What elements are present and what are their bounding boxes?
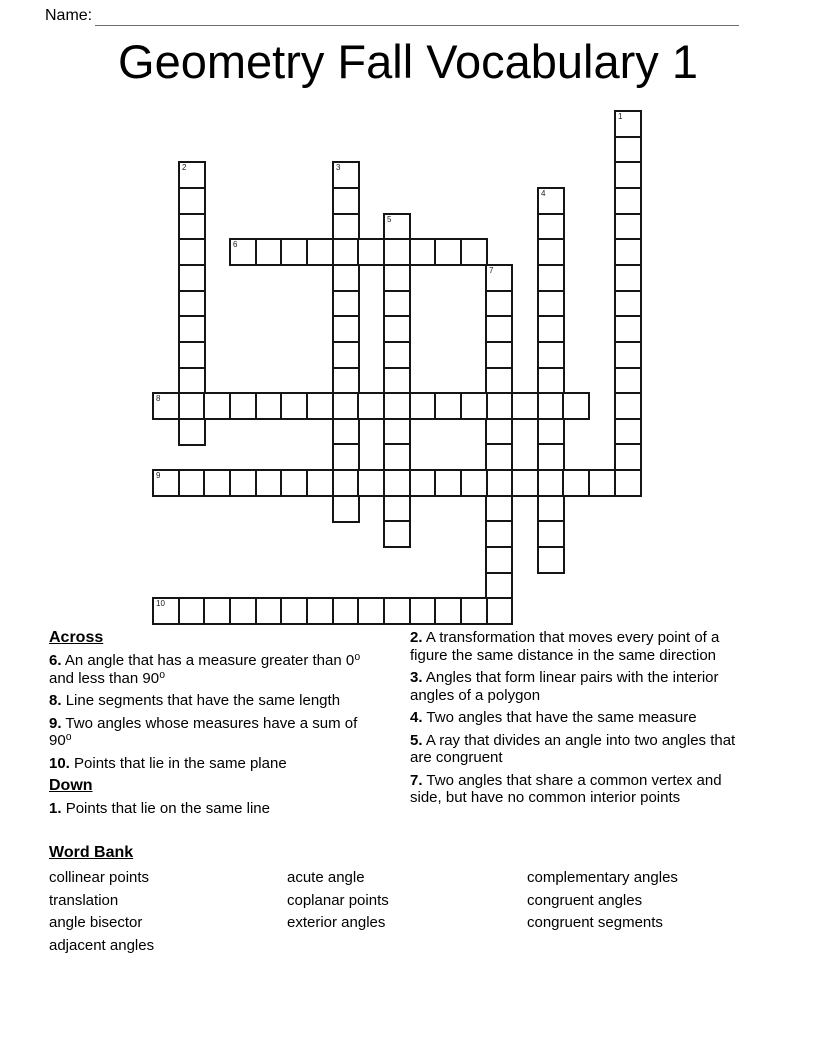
grid-cell[interactable] xyxy=(178,238,206,266)
grid-cell[interactable] xyxy=(485,572,513,600)
grid-cell[interactable] xyxy=(383,213,411,241)
grid-cell[interactable] xyxy=(537,187,565,215)
clue-number: 2. xyxy=(410,629,423,646)
down-heading: Down xyxy=(49,777,93,794)
grid-cell[interactable] xyxy=(255,392,283,420)
grid-cell[interactable] xyxy=(537,546,565,574)
grid-cell[interactable] xyxy=(383,418,411,446)
grid-cell[interactable] xyxy=(485,469,513,497)
grid-cell[interactable] xyxy=(383,238,411,266)
clue-number: 9. xyxy=(49,714,62,732)
grid-cell[interactable] xyxy=(485,315,513,343)
grid-cell[interactable] xyxy=(280,392,308,420)
grid-cell[interactable] xyxy=(537,290,565,318)
grid-cell[interactable] xyxy=(614,136,642,164)
grid-cell[interactable] xyxy=(383,520,411,548)
grid-cell[interactable] xyxy=(357,238,385,266)
grid-cell[interactable] xyxy=(434,392,462,420)
name-row xyxy=(45,5,745,26)
grid-cell[interactable] xyxy=(280,469,308,497)
grid-cell[interactable] xyxy=(614,264,642,292)
grid-cell[interactable] xyxy=(332,187,360,215)
grid-cell[interactable] xyxy=(229,238,257,266)
word-bank-item: collinear points xyxy=(49,869,150,886)
clue-down-4 xyxy=(410,709,748,727)
grid-cell[interactable] xyxy=(332,290,360,318)
grid-cell[interactable] xyxy=(511,469,539,497)
grid-cell[interactable] xyxy=(614,341,642,369)
grid-cell[interactable] xyxy=(203,597,231,625)
grid-cell[interactable] xyxy=(485,290,513,318)
grid-cell[interactable] xyxy=(357,392,385,420)
grid-cell[interactable] xyxy=(614,418,642,446)
clue-number: 6. xyxy=(49,652,62,669)
grid-cell[interactable] xyxy=(409,392,437,420)
grid-cell[interactable] xyxy=(332,443,360,471)
grid-cell[interactable] xyxy=(178,341,206,369)
grid-cell[interactable] xyxy=(332,264,360,292)
grid-cell[interactable] xyxy=(255,597,283,625)
grid-cell-number: 7 xyxy=(489,266,494,275)
grid-cell[interactable] xyxy=(485,392,513,420)
word-bank-item: congruent segments xyxy=(527,914,663,932)
grid-cell[interactable] xyxy=(409,238,437,266)
grid-cell[interactable] xyxy=(460,469,488,497)
clue-text: Two angles that share a common vertex and side, but have no common interior points xyxy=(410,771,722,806)
grid-cell[interactable] xyxy=(562,469,590,497)
grid-cell[interactable] xyxy=(485,367,513,395)
clue-number: 3. xyxy=(410,669,423,686)
grid-cell[interactable] xyxy=(152,392,180,420)
grid-cell[interactable] xyxy=(178,418,206,446)
grid-cell[interactable] xyxy=(255,469,283,497)
grid-cell[interactable] xyxy=(229,469,257,497)
clue-number: 8. xyxy=(49,692,62,709)
grid-cell[interactable] xyxy=(306,469,334,497)
grid-cell[interactable] xyxy=(332,392,360,420)
grid-cell[interactable] xyxy=(409,597,437,625)
clue-text: Points that lie in the same plane xyxy=(74,754,287,772)
grid-cell[interactable] xyxy=(434,238,462,266)
grid-cell[interactable] xyxy=(332,469,360,497)
word-bank-column-3 xyxy=(527,867,678,958)
clue-down-5 xyxy=(410,732,748,767)
word-bank-column-1 xyxy=(49,867,287,958)
grid-cell[interactable] xyxy=(255,238,283,266)
grid-cell[interactable] xyxy=(614,392,642,420)
grid-cell[interactable] xyxy=(383,264,411,292)
word-bank-columns xyxy=(49,867,779,958)
grid-cell[interactable] xyxy=(537,392,565,420)
grid-cell[interactable] xyxy=(383,341,411,369)
grid-cell[interactable] xyxy=(537,443,565,471)
grid-cell-number: 2 xyxy=(182,163,187,172)
grid-cell-number: 3 xyxy=(336,163,341,172)
grid-cell[interactable] xyxy=(178,264,206,292)
grid-cell[interactable] xyxy=(178,290,206,318)
grid-cell[interactable] xyxy=(383,495,411,523)
grid-cell[interactable] xyxy=(152,469,180,497)
grid-cell[interactable] xyxy=(460,392,488,420)
grid-cell[interactable] xyxy=(485,264,513,292)
grid-cell[interactable] xyxy=(203,469,231,497)
grid-cell[interactable] xyxy=(178,161,206,189)
grid-cell[interactable] xyxy=(178,597,206,625)
name-label: Name: xyxy=(45,7,93,24)
grid-cell[interactable] xyxy=(178,469,206,497)
grid-cell[interactable] xyxy=(434,469,462,497)
grid-cell[interactable] xyxy=(178,392,206,420)
grid-cell[interactable] xyxy=(383,315,411,343)
grid-cell[interactable] xyxy=(511,392,539,420)
grid-cell[interactable] xyxy=(306,392,334,420)
grid-cell[interactable] xyxy=(588,469,616,497)
grid-cell[interactable] xyxy=(357,469,385,497)
grid-cell[interactable] xyxy=(332,341,360,369)
grid-cell[interactable] xyxy=(332,597,360,625)
grid-cell[interactable] xyxy=(614,315,642,343)
word-bank-item: congruent angles xyxy=(527,891,643,909)
clue-across-9 xyxy=(49,715,366,750)
grid-cell[interactable] xyxy=(383,597,411,625)
grid-cell[interactable] xyxy=(485,597,513,625)
grid-cell[interactable] xyxy=(485,418,513,446)
grid-cell[interactable] xyxy=(485,341,513,369)
grid-cell[interactable] xyxy=(332,495,360,523)
grid-cell[interactable] xyxy=(537,264,565,292)
word-bank-section xyxy=(49,844,779,958)
across-heading: Across xyxy=(49,629,104,646)
grid-cell[interactable] xyxy=(485,520,513,548)
grid-cell-number: 5 xyxy=(387,215,392,224)
grid-cell[interactable] xyxy=(178,187,206,215)
clue-across-6 xyxy=(49,652,366,687)
grid-cell[interactable] xyxy=(614,290,642,318)
grid-cell[interactable] xyxy=(460,597,488,625)
grid-cell[interactable] xyxy=(614,187,642,215)
grid-cell[interactable] xyxy=(332,367,360,395)
grid-cell[interactable] xyxy=(485,443,513,471)
grid-cell[interactable] xyxy=(178,367,206,395)
grid-cell[interactable] xyxy=(178,213,206,241)
page-title: Geometry Fall Vocabulary 1 xyxy=(118,35,698,88)
grid-cell[interactable] xyxy=(229,597,257,625)
clues-left-column xyxy=(49,629,366,823)
clue-across-10 xyxy=(49,755,366,773)
word-bank-column-2 xyxy=(287,867,527,958)
clue-text: A ray that divides an angle into two angles that are congruent xyxy=(410,731,736,766)
grid-cell[interactable] xyxy=(485,546,513,574)
grid-cell[interactable] xyxy=(203,392,231,420)
grid-cell[interactable] xyxy=(178,315,206,343)
grid-cell[interactable] xyxy=(434,597,462,625)
grid-cell[interactable] xyxy=(537,367,565,395)
word-bank-item: adjacent angles xyxy=(49,937,155,955)
grid-cell[interactable] xyxy=(614,443,642,471)
grid-cell[interactable] xyxy=(537,495,565,523)
grid-cell-number: 10 xyxy=(156,599,165,608)
grid-cell[interactable] xyxy=(332,315,360,343)
grid-cell[interactable] xyxy=(409,469,437,497)
grid-cell[interactable] xyxy=(332,238,360,266)
grid-cell[interactable] xyxy=(537,238,565,266)
grid-cell-number: 6 xyxy=(233,240,238,249)
clue-text: Points that lie on the same line xyxy=(65,800,270,817)
clue-text: Two angles that have the same measure xyxy=(426,709,697,726)
grid-cell[interactable] xyxy=(537,315,565,343)
clue-text: Angles that form linear pairs with the interior angles of a polygon xyxy=(410,669,719,704)
clues-right-column xyxy=(410,629,748,812)
grid-cell[interactable] xyxy=(537,213,565,241)
grid-cell-number: 1 xyxy=(618,112,623,121)
name-fill-in-line[interactable] xyxy=(95,5,739,26)
grid-cell[interactable] xyxy=(614,367,642,395)
grid-cell[interactable] xyxy=(614,110,642,138)
grid-cell-number: 4 xyxy=(541,189,546,198)
grid-cell[interactable] xyxy=(332,418,360,446)
grid-cell[interactable] xyxy=(306,238,334,266)
grid-cell[interactable] xyxy=(280,238,308,266)
crossword-grid xyxy=(152,110,652,630)
word-bank-heading: Word Bank xyxy=(49,844,134,861)
grid-cell[interactable] xyxy=(485,495,513,523)
grid-cell[interactable] xyxy=(614,238,642,266)
grid-cell-number: 9 xyxy=(156,471,161,480)
grid-cell[interactable] xyxy=(537,469,565,497)
grid-cell[interactable] xyxy=(383,443,411,471)
grid-cell[interactable] xyxy=(332,213,360,241)
clue-down-3 xyxy=(410,669,748,704)
clue-across-8 xyxy=(49,692,366,710)
clue-down-1 xyxy=(49,800,366,818)
grid-cell[interactable] xyxy=(614,213,642,241)
grid-cell[interactable] xyxy=(383,367,411,395)
grid-cell[interactable] xyxy=(537,520,565,548)
grid-cell[interactable] xyxy=(306,597,334,625)
clue-number: 5. xyxy=(410,731,423,749)
clue-down-7 xyxy=(410,772,748,807)
clue-text: Two angles whose measures have a sum of 90⁰ xyxy=(49,714,358,749)
clue-number: 1. xyxy=(49,800,62,817)
clue-number: 7. xyxy=(410,771,423,789)
word-bank-item: angle bisector xyxy=(49,914,143,932)
grid-cell[interactable] xyxy=(383,290,411,318)
grid-cell[interactable] xyxy=(383,469,411,497)
grid-cell[interactable] xyxy=(332,161,360,189)
grid-cell[interactable] xyxy=(152,597,180,625)
grid-cell[interactable] xyxy=(229,392,257,420)
clue-number: 4. xyxy=(410,709,423,726)
grid-cell[interactable] xyxy=(280,597,308,625)
clue-text: Line segments that have the same length xyxy=(65,692,341,709)
word-bank-item: exterior angles xyxy=(287,914,386,932)
clue-text: A transformation that moves every point of a figure the same distance in the same direction xyxy=(410,629,720,664)
grid-cell[interactable] xyxy=(383,392,411,420)
clue-down-2 xyxy=(410,629,748,664)
grid-cell[interactable] xyxy=(460,238,488,266)
grid-cell[interactable] xyxy=(614,161,642,189)
grid-cell[interactable] xyxy=(562,392,590,420)
grid-cell-number: 8 xyxy=(156,394,161,403)
grid-cell[interactable] xyxy=(537,418,565,446)
grid-cell[interactable] xyxy=(614,469,642,497)
clue-text: An angle that has a measure greater than 0⁰ and less than 90⁰ xyxy=(49,652,361,687)
word-bank-item: coplanar points xyxy=(287,891,389,909)
grid-cell[interactable] xyxy=(537,341,565,369)
word-bank-item: translation xyxy=(49,891,119,909)
grid-cell[interactable] xyxy=(357,597,385,625)
word-bank-item: acute angle xyxy=(287,869,365,886)
clue-number: 10. xyxy=(49,754,70,772)
word-bank-item: complementary angles xyxy=(527,869,678,886)
